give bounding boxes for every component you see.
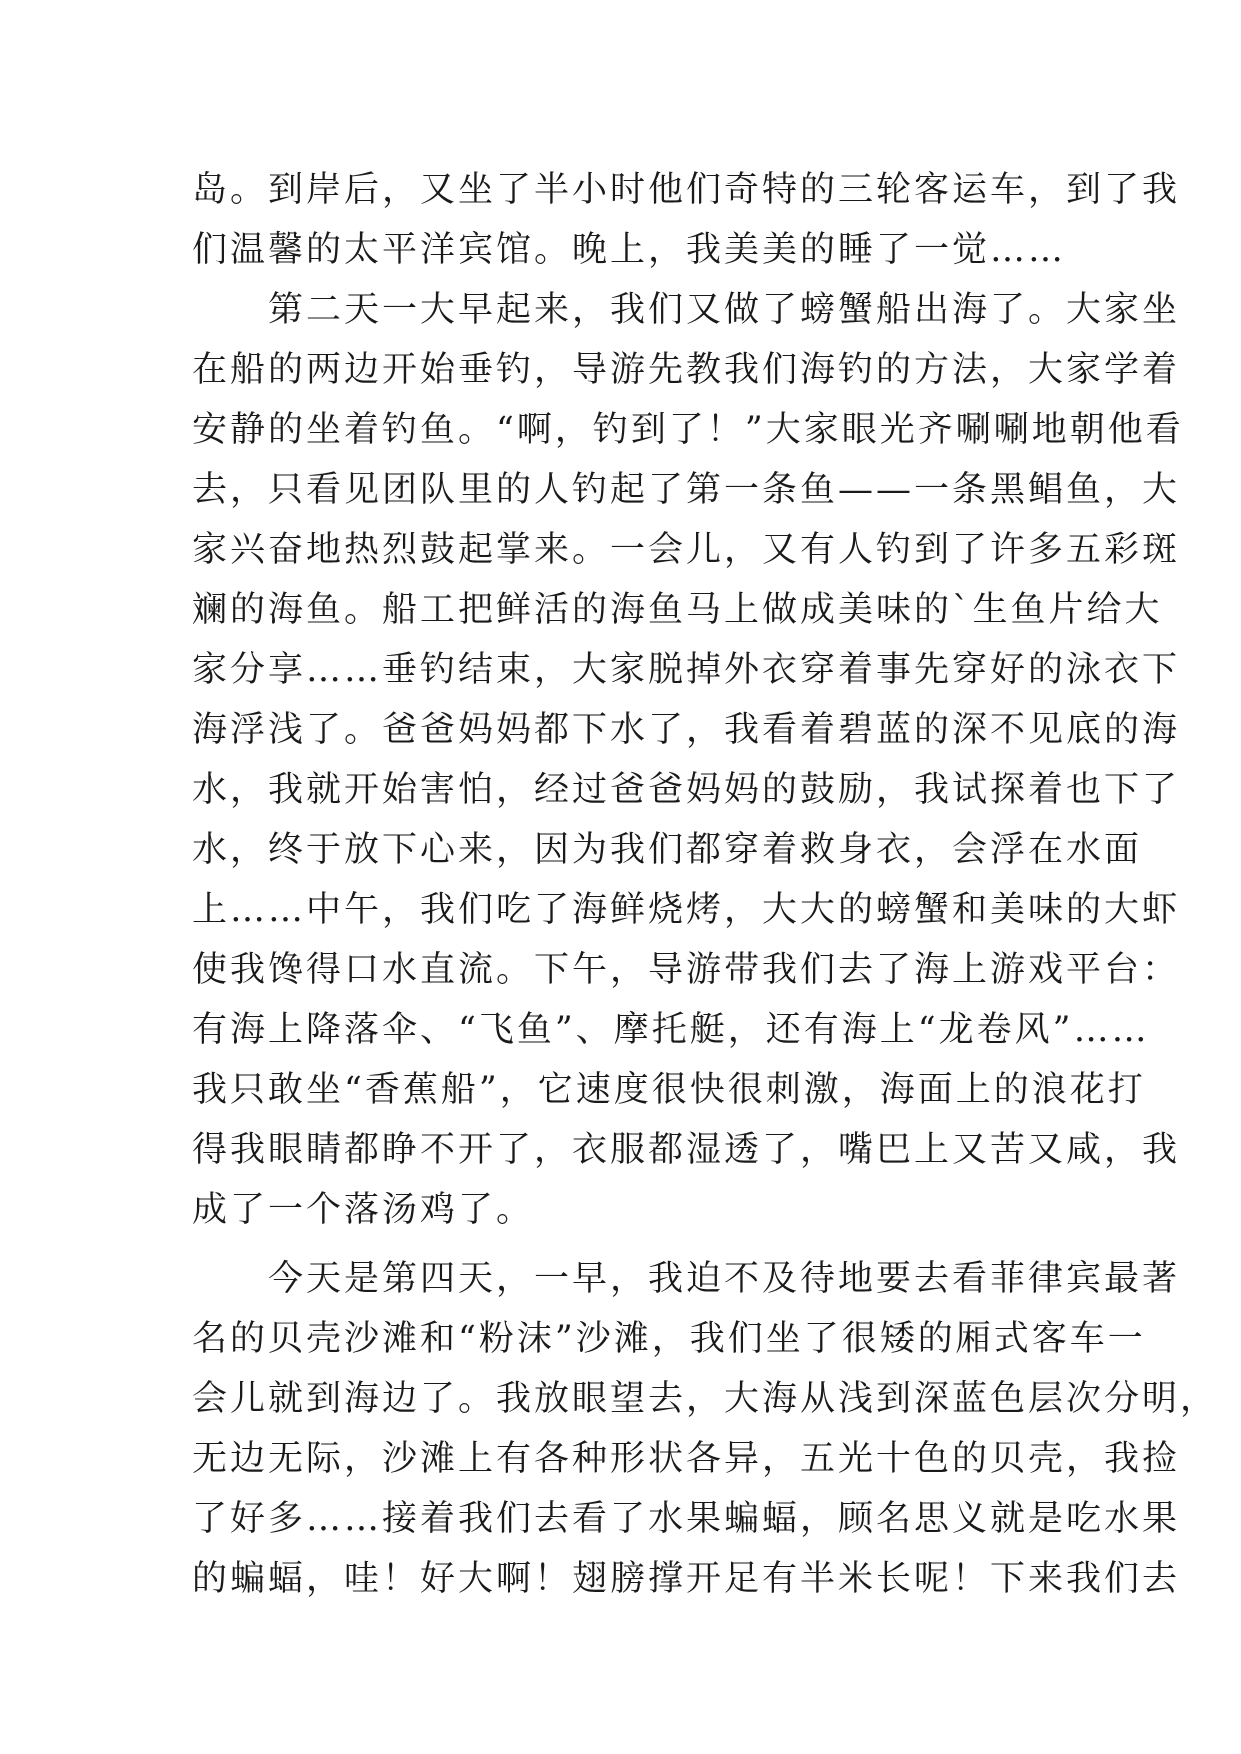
paragraph-gap	[192, 1240, 1052, 1249]
text-line: 第二天一大早起来，我们又做了螃蟹船出海了。大家坐	[192, 290, 1181, 330]
text-line: 今天是第四天，一早，我迫不及待地要去看菲律宾最著	[192, 1259, 1181, 1299]
text-line: 斓的海鱼。船工把鲜活的海鱼马上做成美味的`生鱼片给大	[192, 590, 1163, 630]
text-line: 使我馋得口水直流。下午，导游带我们去了海上游戏平台：	[192, 950, 1181, 990]
text-line: 会儿就到海边了。我放眼望去，大海从浅到深蓝色层次分明，	[192, 1379, 1219, 1419]
text-line: 去，只看见团队里的人钓起了第一条鱼——一条黑鲳鱼，大	[192, 470, 1181, 510]
text-line: 安静的坐着钓鱼。“啊，钓到了！”大家眼光齐唰唰地朝他看	[192, 410, 1184, 450]
text-line: 家分享……垂钓结束，大家脱掉外衣穿着事先穿好的泳衣下	[192, 650, 1181, 690]
paragraph	[192, 160, 1181, 280]
text-line: 水，终于放下心来，因为我们都穿着救身衣，会浮在水面	[192, 830, 1143, 870]
text-line: 名的贝壳沙滩和“粉沫”沙滩，我们坐了很矮的厢式客车一	[192, 1319, 1146, 1359]
body-text	[192, 160, 1219, 1609]
text-line: 海浮浅了。爸爸妈妈都下水了，我看着碧蓝的深不见底的海	[192, 710, 1181, 750]
text-line: 上……中午，我们吃了海鲜烧烤，大大的螃蟹和美味的大虾	[192, 890, 1181, 930]
paragraph	[192, 280, 1184, 1240]
text-line: 有海上降落伞、“飞鱼”、摩托艇，还有海上“龙卷风”……	[192, 1010, 1150, 1050]
text-line: 的蝙蝠，哇！好大啊！翅膀撑开足有半米长呢！下来我们去	[192, 1559, 1181, 1599]
text-line: 得我眼睛都睁不开了，衣服都湿透了，嘴巴上又苦又咸，我	[192, 1130, 1181, 1170]
text-line: 无边无际，沙滩上有各种形状各异，五光十色的贝壳，我捡	[192, 1439, 1181, 1479]
text-line: 在船的两边开始垂钓，导游先教我们海钓的方法，大家学着	[192, 350, 1181, 390]
paragraph	[192, 1249, 1219, 1609]
text-line: 岛。到岸后，又坐了半小时他们奇特的三轮客运车，到了我	[192, 170, 1181, 210]
text-line: 我只敢坐“香蕉船”，它速度很快很刺激，海面上的浪花打	[192, 1070, 1146, 1110]
text-line: 们温馨的太平洋宾馆。晚上，我美美的睡了一觉……	[192, 230, 1067, 270]
text-line: 了好多……接着我们去看了水果蝙蝠，顾名思义就是吃水果	[192, 1499, 1181, 1539]
text-line: 水，我就开始害怕，经过爸爸妈妈的鼓励，我试探着也下了	[192, 770, 1181, 810]
text-line: 成了一个落汤鸡了。	[192, 1190, 535, 1230]
text-line: 家兴奋地热烈鼓起掌来。一会儿，又有人钓到了许多五彩斑	[192, 530, 1181, 570]
